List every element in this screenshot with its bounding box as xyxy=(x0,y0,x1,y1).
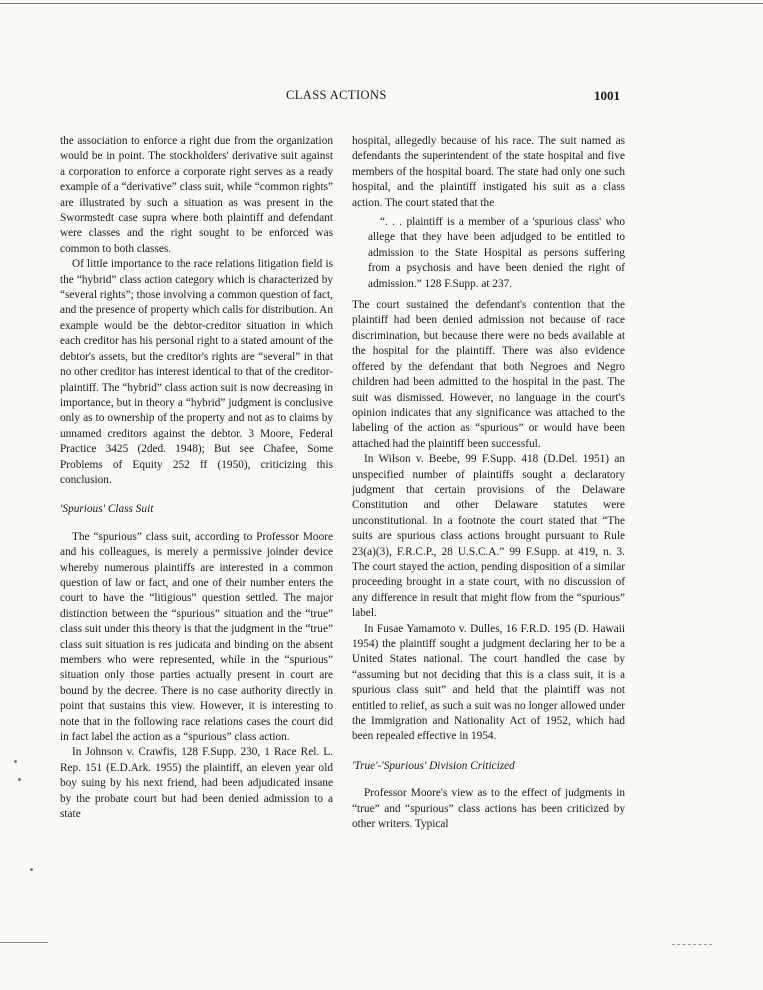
paragraph: In Johnson v. Crawfis, 128 F.Supp. 230, 1 Race Rel. L. Rep. 151 (E.D.Ark. 1955) the plaintiff, an eleven year old boy suing by his next friend, had been adjudicated insane by the probate court but had been denied admission to a state xyxy=(60,746,333,821)
running-header xyxy=(0,88,763,108)
running-title: CLASS ACTIONS xyxy=(286,88,387,102)
paragraph: The “spurious” class suit, according to Professor Moore and his colleagues, is merely a permissive joinder device whereby numerous plaintiffs are interested in a common question of law or fact, and one of their number enters the court to have the “litigious” question settled. The major distinction between the “spurious” situation and the “true” class suit under this theory is that the judgment in the “true” class suit situation is res judicata and binding on the absent members who were represented, while in the “spurious” situation only those parties actually present in court are bound by the decree. There is no case authority directly in point that sustains this view. However, it is interesting to note that in the following race relations cases the court did in fact label the action as a “spurious” class action. xyxy=(60,530,333,744)
section-heading: 'Spurious' Class Suit xyxy=(60,503,154,516)
scan-speck xyxy=(18,778,21,781)
scan-speck xyxy=(14,760,17,763)
paragraph: Professor Moore's view as to the effect of judgments in “true” and “spurious” class actions has been criticized by other writers. Typical xyxy=(352,787,625,831)
page-number: 1001 xyxy=(594,88,620,103)
block-quote xyxy=(368,215,625,292)
paragraph: hospital, allegedly because of his race. The suit named as defendants the superintendent of the state hospital and five members of the hospital board. The state had only one such hospital, and the plaintiff instigated his suit as a class action. The court stated that the xyxy=(352,135,625,209)
right-column xyxy=(352,134,625,832)
paragraph: The court sustained the defendant's contention that the plaintiff had been denied admission not because of race discrimination, but because there were no beds available at the hospital for the plaintiff. There was also evidence offered by the defendant that both Negroes and Negro children had been admitted to the hospital in the past. The suit was dismissed. However, no language in the court's opinion indicates that any significance was attached to the labeling of the action as “spurious” or would have been attached had the plaintiff been successful. xyxy=(352,299,625,450)
paragraph: In Fusae Yamamoto v. Dulles, 16 F.R.D. 195 (D. Hawaii 1954) the plaintiff sought a judgment declaring her to be a United States national. The court handled the case by “assuming but not deciding that this is a class suit, it is a spurious class suit” and held that the plaintiff was not entitled to relief, as such a suit was no longer allowed under the Immigration and Nationality Act of 1952, which had been repealed effective in 1954. xyxy=(352,622,625,743)
top-rule xyxy=(0,3,763,4)
section-heading: 'True'-'Spurious' Division Criticized xyxy=(352,759,515,772)
footer-rule-right xyxy=(672,944,712,945)
paragraph: Of little importance to the race relations litigation field is the “hybrid” class action category which is characterized by “several rights”; those involving a common question of fact, and the presence of property which calls for distribution. An example would be the debtor-creditor situation in which each creditor has his personal right to a stated amount of the debtor's assets, but the creditor's rights are “several” in that no other creditor has interest identical to that of the creditor-plaintiff. The “hybrid” class action suit is now decreasing in importance, but in theory a “hybrid” judgment is conclusive only as to ownership of the property and not as to claims by unnamed creditors against the debtor. 3 Moore, Federal Practice 3425 (2ded. 1948); But see Chafee, Some Problems of Equity 252 ff (1950), criticizing this conclusion. xyxy=(60,258,333,486)
left-column xyxy=(60,134,333,822)
scan-speck xyxy=(30,868,33,871)
paragraph: In Wilson v. Beebe, 99 F.Supp. 418 (D.Del. 1951) an unspecified number of plaintiffs sought a declaratory judgment that certain provisions of the Delaware Constitution and other Delaware statutes were unconstitutional. In a footnote the court stated that “The suits are spurious class actions brought pursuant to Rule 23(a)(3), F.R.C.P., 28 U.S.C.A.” 99 F.Supp. at 419, n. 3. The court stayed the action, pending disposition of a similar proceeding brought in a state court, with no discussion of any difference in result that might flow from the “spurious” label. xyxy=(352,453,625,620)
paragraph: the association to enforce a right due from the organization would be in point. The stockholders' derivative suit against a corporation to enforce a corporate right serves as a ready example of a “derivative” class suit, while “common rights” are illustrated by such a situation as was present in the Swormstedt case supra where both plaintiff and defendant were classes and the right sought to be enforced was common to both classes. xyxy=(60,135,333,255)
quote-text: “. . . plaintiff is a member of a 'spurious class' who allege that they have been adjudged to be entitled to admission to the State Hospital as persons suffering from a psychosis and have been denied the right of admission.” 128 F.Supp. at 237. xyxy=(368,216,625,290)
footer-rule-left xyxy=(0,942,48,943)
